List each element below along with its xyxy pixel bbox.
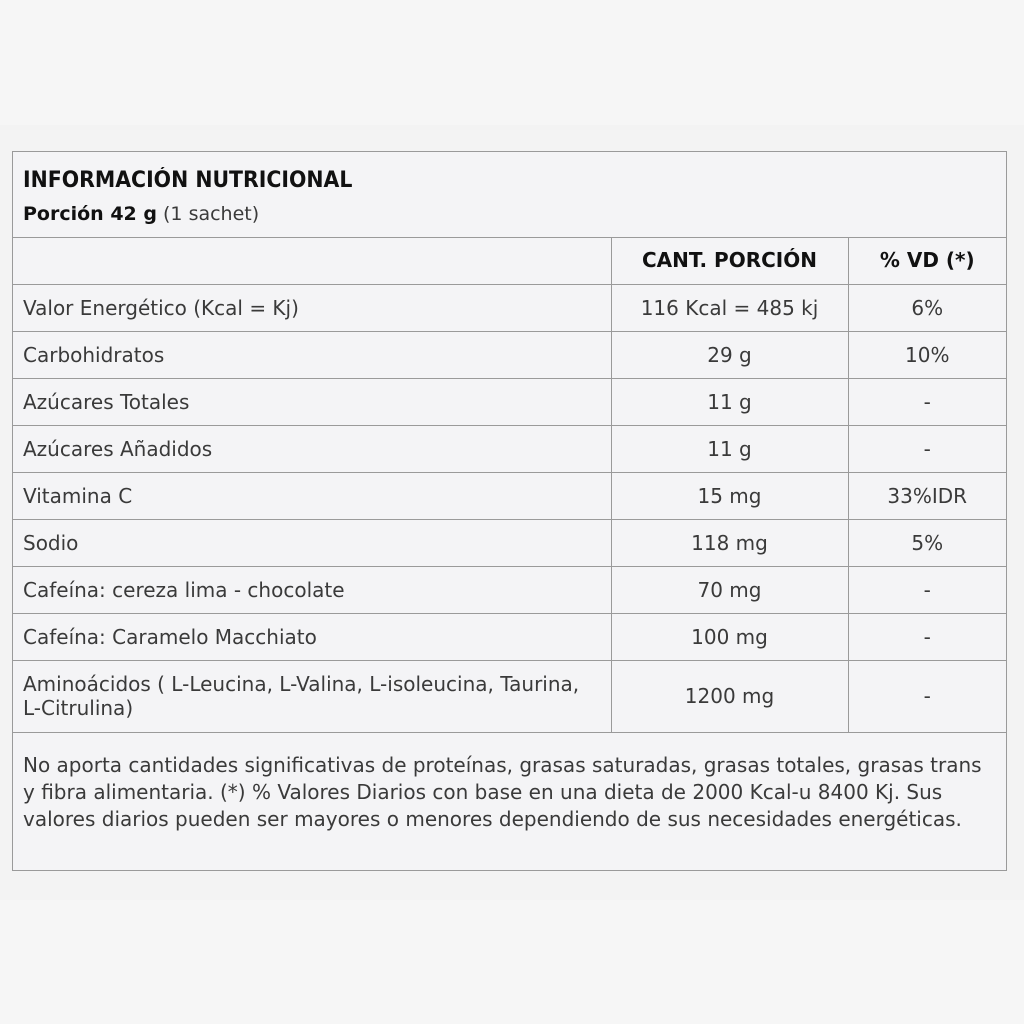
nutrient-name: Cafeína: Caramelo Macchiato [13,613,611,660]
nutrient-name: Sodio [13,519,611,566]
table-row [13,519,1006,566]
nutrient-amount: 116 Kcal = 485 kj [611,284,848,331]
nutrient-vd: 6% [848,284,1006,331]
column-header-nutrient [13,237,611,284]
nutrient-amount: 1200 mg [611,660,848,732]
table-row [13,378,1006,425]
nutrient-vd: - [848,613,1006,660]
table-row [13,660,1006,732]
nutrition-table [13,237,1006,733]
table-header-row [13,237,1006,284]
nutrient-vd: - [848,566,1006,613]
nutrient-amount: 118 mg [611,519,848,566]
nutrient-name: Cafeína: cereza lima - chocolate [13,566,611,613]
nutrient-vd: 10% [848,331,1006,378]
table-row [13,613,1006,660]
table-row [13,331,1006,378]
label-title: INFORMACIÓN NUTRICIONAL [23,168,353,193]
label-header [13,152,1006,238]
portion-size-bold: Porción 42 g [23,203,157,225]
nutrient-vd: 5% [848,519,1006,566]
nutrient-amount: 11 g [611,425,848,472]
nutrient-amount: 100 mg [611,613,848,660]
nutrient-name: Carbohidratos [13,331,611,378]
nutrient-vd: - [848,425,1006,472]
column-header-vd: % VD (*) [848,237,1006,284]
nutrient-amount: 15 mg [611,472,848,519]
portion-size-detail: (1 sachet) [156,203,260,225]
nutrient-vd: - [848,660,1006,732]
nutrient-name: Aminoácidos ( L-Leucina, L-Valina, L-isoleucina, Taurina, L-Citrulina) [13,660,611,732]
table-row [13,566,1006,613]
column-header-amount: CANT. PORCIÓN [611,237,848,284]
table-row [13,472,1006,519]
nutrient-amount: 70 mg [611,566,848,613]
table-row [13,284,1006,331]
footnote: No aporta cantidades significativas de proteínas, grasas saturadas, grasas totales, grasas trans y fibra alimentaria. (*) % Valores Diarios con base en una dieta de 2000 Kcal-u 8400 Kj. Sus valores diarios pueden ser mayores o menores dependiendo de sus necesidades energéticas. [23,753,982,831]
nutrient-vd: - [848,378,1006,425]
nutrient-amount: 11 g [611,378,848,425]
nutrient-name: Valor Energético (Kcal = Kj) [13,284,611,331]
nutrient-name: Azúcares Totales [13,378,611,425]
nutrient-name: Azúcares Añadidos [13,425,611,472]
portion-size [23,203,259,225]
nutrient-amount: 29 g [611,331,848,378]
table-row [13,425,1006,472]
nutrition-label [12,151,1007,871]
nutrient-vd: 33%IDR [848,472,1006,519]
nutrient-name: Vitamina C [13,472,611,519]
